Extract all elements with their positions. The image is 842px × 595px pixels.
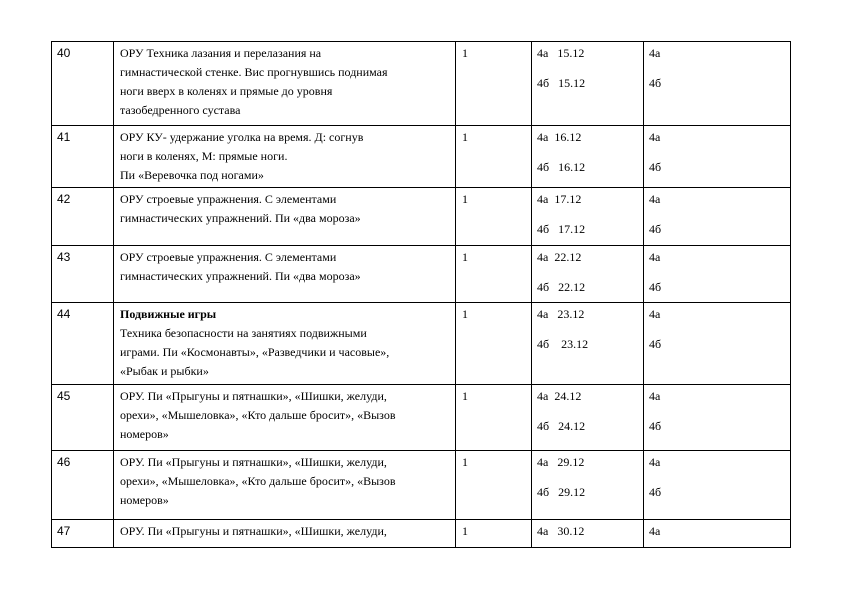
date-entry: 4б 17.12 (537, 222, 586, 236)
lesson-dates (532, 126, 644, 188)
lesson-number: 43 (52, 246, 114, 303)
lesson-hours: 1 (456, 451, 532, 520)
class-entry: 4а (649, 455, 661, 469)
table-row (52, 246, 791, 303)
topic-line: орехи», «Мышеловка», «Кто дальше бросит», «Вызов (120, 408, 396, 422)
lesson-number: 41 (52, 126, 114, 188)
lesson-dates (532, 246, 644, 303)
topic-line: номеров» (120, 427, 169, 441)
lesson-hours: 1 (456, 520, 532, 548)
lesson-classes (644, 126, 791, 188)
lesson-dates (532, 451, 644, 520)
class-entry: 4б (649, 160, 662, 174)
date-entry: 4а 17.12 (537, 192, 582, 206)
lesson-topic (114, 42, 456, 126)
lesson-classes (644, 188, 791, 246)
date-entry: 4б 29.12 (537, 485, 586, 499)
date-entry: 4б 24.12 (537, 419, 586, 433)
class-entry: 4а (649, 192, 661, 206)
topic-line: Пи «Веревочка под ногами» (120, 168, 264, 182)
lesson-topic (114, 385, 456, 451)
class-entry: 4а (649, 250, 661, 264)
table-row (52, 451, 791, 520)
topic-line: гимнастических упражнений. Пи «два мороза» (120, 269, 361, 283)
lesson-number: 46 (52, 451, 114, 520)
table-row (52, 126, 791, 188)
topic-line: тазобедренного сустава (120, 103, 241, 117)
date-entry: 4а 23.12 (537, 307, 585, 321)
class-entry: 4б (649, 222, 662, 236)
lesson-dates (532, 188, 644, 246)
lesson-hours: 1 (456, 42, 532, 126)
lesson-hours: 1 (456, 188, 532, 246)
topic-line: ноги вверх в коленях и прямые до уровня (120, 84, 333, 98)
topic-line: ОРУ. Пи «Прыгуны и пятнашки», «Шишки, желуди, (120, 455, 387, 469)
lesson-dates (532, 42, 644, 126)
class-entry: 4б (649, 280, 662, 294)
topic-line: ОРУ КУ- удержание уголка на время. Д: согнув (120, 130, 364, 144)
topic-line: гимнастической стенке. Вис прогнувшись поднимая (120, 65, 388, 79)
table-row (52, 385, 791, 451)
class-entry: 4б (649, 337, 662, 351)
lesson-topic (114, 188, 456, 246)
lesson-topic (114, 126, 456, 188)
lesson-classes (644, 42, 791, 126)
class-entry: 4а (649, 307, 661, 321)
lesson-hours: 1 (456, 385, 532, 451)
date-entry: 4б 23.12 (537, 337, 589, 351)
class-entry: 4а (649, 524, 661, 538)
date-entry: 4б 16.12 (537, 160, 586, 174)
date-entry: 4а 16.12 (537, 130, 582, 144)
lesson-topic (114, 246, 456, 303)
lesson-hours: 1 (456, 246, 532, 303)
lesson-number: 44 (52, 303, 114, 385)
date-entry: 4а 24.12 (537, 389, 582, 403)
lesson-number: 40 (52, 42, 114, 126)
class-entry: 4а (649, 389, 661, 403)
lesson-dates (532, 520, 644, 548)
topic-line: ОРУ. Пи «Прыгуны и пятнашки», «Шишки, желуди, (120, 524, 387, 538)
lesson-number: 45 (52, 385, 114, 451)
lesson-classes (644, 246, 791, 303)
topic-line: ноги в коленях, М: прямые ноги. (120, 149, 288, 163)
topic-line: ОРУ Техника лазания и перелазания на (120, 46, 322, 60)
lesson-topic (114, 451, 456, 520)
lesson-plan-table (51, 41, 791, 548)
lesson-hours: 1 (456, 126, 532, 188)
date-entry: 4а 30.12 (537, 524, 585, 538)
topic-line: номеров» (120, 493, 169, 507)
table-row (52, 520, 791, 548)
lesson-hours: 1 (456, 303, 532, 385)
class-entry: 4б (649, 419, 662, 433)
lesson-classes (644, 520, 791, 548)
class-entry: 4б (649, 76, 662, 90)
lesson-classes (644, 451, 791, 520)
date-entry: 4а 15.12 (537, 46, 585, 60)
lesson-dates (532, 303, 644, 385)
lesson-topic (114, 303, 456, 385)
date-entry: 4а 22.12 (537, 250, 582, 264)
class-entry: 4б (649, 485, 662, 499)
topic-line: ОРУ строевые упражнения. С элементами (120, 192, 337, 206)
topic-line: гимнастических упражнений. Пи «два мороза» (120, 211, 361, 225)
lesson-classes (644, 385, 791, 451)
topic-line: ОРУ строевые упражнения. С элементами (120, 250, 337, 264)
lesson-dates (532, 385, 644, 451)
topic-line: «Рыбак и рыбки» (120, 364, 209, 378)
table-row (52, 42, 791, 126)
lesson-classes (644, 303, 791, 385)
topic-line: орехи», «Мышеловка», «Кто дальше бросит», «Вызов (120, 474, 396, 488)
lesson-number: 47 (52, 520, 114, 548)
topic-line: играми. Пи «Космонавты», «Разведчики и часовые», (120, 345, 390, 359)
topic-heading: Подвижные игры (120, 307, 217, 321)
topic-line: ОРУ. Пи «Прыгуны и пятнашки», «Шишки, желуди, (120, 389, 387, 403)
class-entry: 4а (649, 46, 661, 60)
table-row (52, 303, 791, 385)
lesson-number: 42 (52, 188, 114, 246)
date-entry: 4б 22.12 (537, 280, 586, 294)
topic-line: Техника безопасности на занятиях подвижными (120, 326, 367, 340)
table-row (52, 188, 791, 246)
date-entry: 4а 29.12 (537, 455, 585, 469)
class-entry: 4а (649, 130, 661, 144)
lesson-topic (114, 520, 456, 548)
date-entry: 4б 15.12 (537, 76, 586, 90)
